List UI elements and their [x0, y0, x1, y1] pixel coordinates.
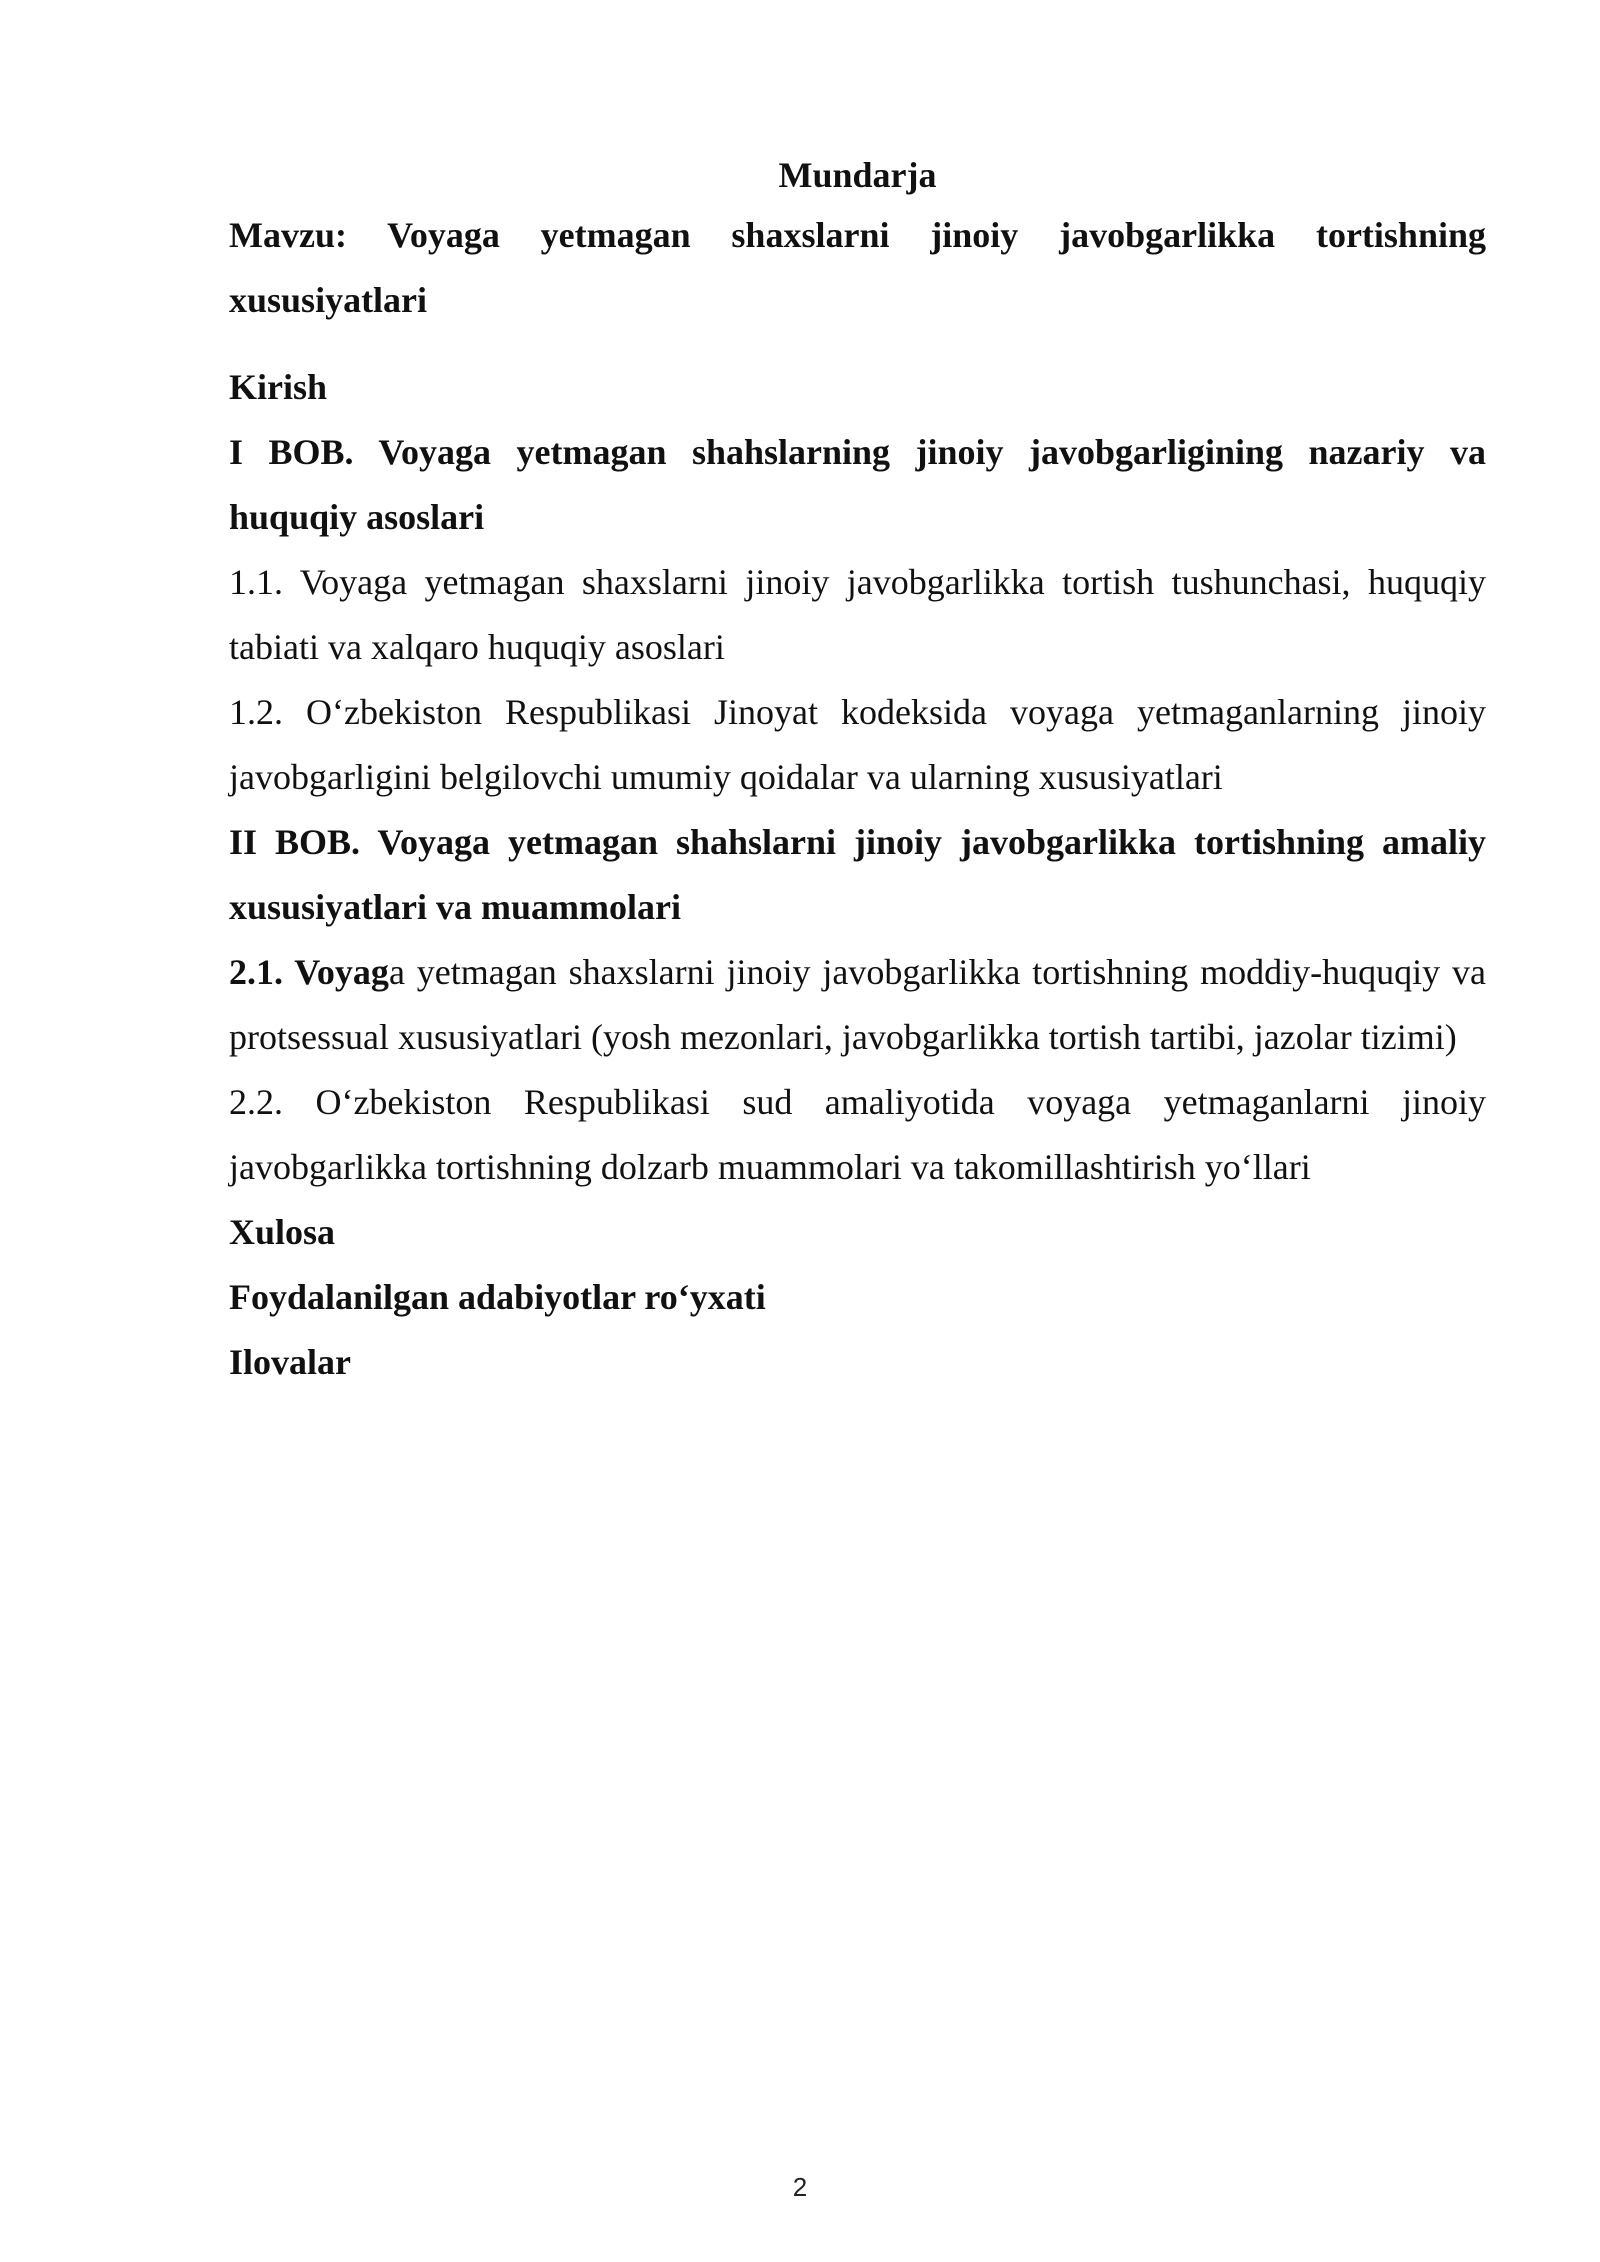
toc-section-2-2: 2.2. O‘zbekiston Respublikasi sud amaliyotida voyaga yetmaganlarni jinoiy javobgarlikka tortishning dolzarb muammolari va takomillashtirish yo‘llari [229, 1082, 1486, 1187]
toc-section-1-2: 1.2. O‘zbekiston Respublikasi Jinoyat kodeksida voyaga yetmaganlarning jinoiy javobgarligini belgilovchi umumiy qoidalar va ularning xususiyatlari [229, 692, 1486, 797]
toc-chapter-1-title: I BOB. Voyaga yetmagan shahslarning jinoiy javobgarligining nazariy va huquqiy asoslari [229, 432, 1486, 537]
table-of-contents [229, 148, 1486, 1395]
toc-section-2-1-bold-part: 2.1. Voyag [229, 952, 389, 992]
toc-chapter-2-title: II BOB. Voyaga yetmagan shahslarni jinoiy javobgarlikka tortishning amaliy xususiyatlari va muammolari [229, 822, 1486, 927]
toc-intro: Kirish [229, 367, 328, 407]
toc-topic: Mavzu: Voyaga yetmagan shaxslarni jinoiy javobgarlikka tortishning xususiyatlari [229, 215, 1486, 320]
toc-section-2-1 [229, 940, 1486, 1070]
toc-references: Foydalanilgan adabiyotlar ro‘yxati [229, 1277, 766, 1317]
toc-heading: Mundarja [778, 155, 937, 195]
toc-conclusion: Xulosa [229, 1212, 336, 1252]
toc-appendices: Ilovalar [229, 1342, 351, 1382]
toc-section-2-1-rest: a yetmagan shaxslarni jinoiy javobgarlikka tortishning moddiy-huquqiy va protsessual xususiyatlari (yosh mezonlari, javobgarlikka tortish tartibi, jazolar tizimi) [229, 952, 1486, 1057]
toc-section-1-1: 1.1. Voyaga yetmagan shaxslarni jinoiy javobgarlikka tortish tushunchasi, huquqiy tabiati va xalqaro huquqiy asoslari [229, 562, 1486, 667]
page-number: 2 [792, 2172, 808, 2202]
